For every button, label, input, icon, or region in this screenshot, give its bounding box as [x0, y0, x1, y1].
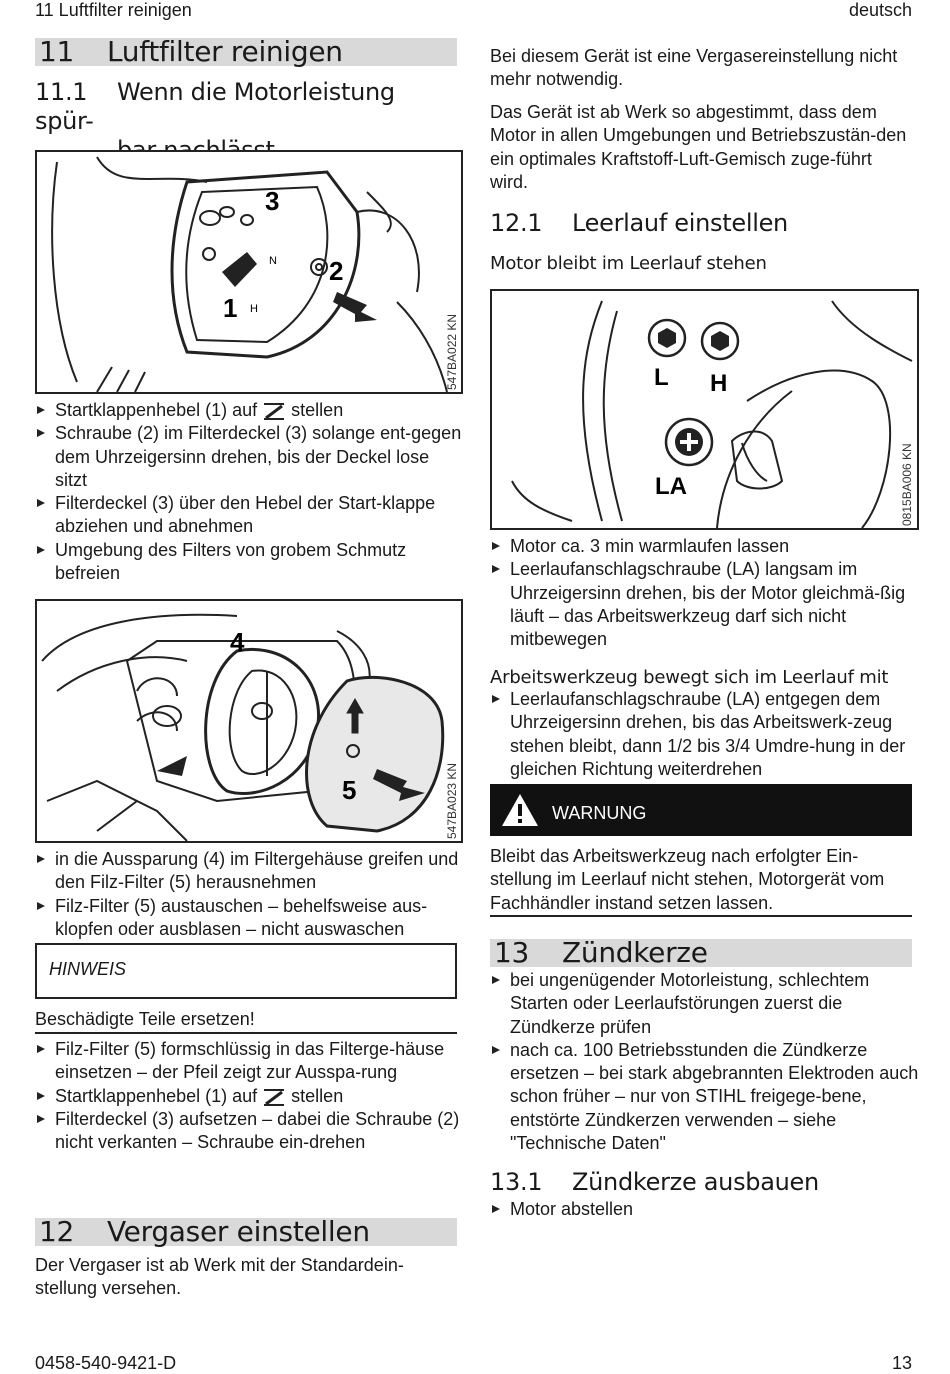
list-item: Filz-Filter (5) formschlüssig in das Filterge-häuse einsetzen – der Pfeil zeigt zur Ausspa-rung — [35, 1038, 465, 1085]
list-item: Schraube (2) im Filterdeckel (3) solange ent-gegen dem Uhrzeigersinn drehen, bis der Deckel lose sitzt — [35, 422, 465, 492]
list-item: Leerlaufanschlagschraube (LA) langsam im Uhrzeigersinn drehen, bis der Motor gleichmä-ßig läuft – das Arbeitswerkzeug darf sich nicht mitbewegen — [490, 558, 920, 651]
steps-list-idle — [490, 535, 920, 651]
paragraph-vergaser-not-needed: Bei diesem Gerät ist eine Vergasereinstellung nicht mehr notwendig. — [490, 46, 898, 90]
steps-list-1 — [35, 399, 465, 585]
notice-box — [35, 943, 457, 999]
heading-section-12: 12 Vergaser einstellen — [35, 1218, 457, 1246]
figure-label-3: 3 — [265, 186, 280, 216]
warning-text: Bleibt das Arbeitswerkzeug nach erfolgter Ein-stellung im Leerlauf nicht stehen, Motorgerät vom Fachhändler instand setzen lassen. — [490, 846, 885, 913]
paragraph-vergaser-standard: Der Vergaser ist ab Werk mit der Standardein-stellung versehen. — [35, 1255, 404, 1299]
warning-label: WARNUNG — [552, 803, 647, 823]
running-header-section: 11 Luftfilter reinigen — [35, 0, 192, 20]
list-item: in die Aussparung (4) im Filtergehäuse greifen und den Filz-Filter (5) herausnehmen — [35, 848, 465, 895]
list-item: Umgebung des Filters von grobem Schmutz befreien — [35, 539, 465, 586]
choke-closed-icon — [262, 1087, 286, 1107]
warning-triangle-icon — [500, 792, 540, 828]
list-item: Motor abstellen — [490, 1198, 920, 1221]
footer-page-number: 13 — [891, 1353, 912, 1373]
figure-idle-screws — [490, 289, 919, 530]
figure-label-la: LA — [655, 473, 687, 500]
figure-felt-filter — [35, 599, 463, 843]
steps-list-2 — [35, 848, 465, 941]
felt-filter-illustration — [37, 601, 461, 841]
heading-section-11: 11 Luftfilter reinigen — [35, 38, 457, 66]
subheading-tool-moves: Arbeitswerkzeug bewegt sich im Leerlauf mit — [490, 667, 889, 688]
steps-list-tool — [490, 688, 920, 781]
steps-list-sparkplug — [490, 969, 920, 1155]
warning-banner — [490, 784, 912, 836]
filter-cover-illustration — [37, 152, 461, 392]
figure-label-4: 4 — [230, 627, 245, 657]
subheading-engine-stalls: Motor bleibt im Leerlauf stehen — [490, 253, 767, 274]
figure-label-l: L — [654, 364, 669, 391]
list-item: Filz-Filter (5) austauschen – behelfsweise aus-klopfen oder ausblasen – nicht auswaschen — [35, 895, 465, 942]
figure-mark-n: N — [269, 255, 277, 267]
list-item: bei ungenügender Motorleistung, schlechtem Starten oder Leerlaufstörungen zuerst die Zündkerze prüfen — [490, 969, 920, 1039]
figure-code-2: 547BA023 KN — [445, 762, 459, 839]
list-item: Filterdeckel (3) über den Hebel der Start-klappe abziehen und abnehmen — [35, 492, 465, 539]
choke-closed-icon — [262, 401, 286, 421]
running-header-language: deutsch — [848, 0, 912, 20]
figure-code-3: 0815BA006 KN — [900, 443, 914, 526]
notice-label: HINWEIS — [49, 959, 127, 979]
figure-label-5: 5 — [342, 775, 357, 805]
figure-label-1: 1 — [223, 293, 238, 323]
list-item: Startklappenhebel (1) auf stellen — [35, 399, 465, 422]
list-item: Filterdeckel (3) aufsetzen – dabei die Schraube (2) nicht verkanten – Schraube ein-drehen — [35, 1108, 465, 1155]
steps-list-3 — [35, 1038, 465, 1154]
notice-rule — [35, 1032, 457, 1034]
figure-code-1: 547BA022 KN — [445, 313, 459, 390]
notice-text: Beschädigte Teile ersetzen! — [35, 1009, 255, 1029]
figure-label-h: H — [710, 370, 728, 397]
paragraph-factory-setting: Das Gerät ist ab Werk so abgestimmt, dass dem Motor in allen Umgebungen und Betriebszustän-den ein optimales Kraftstoff-Luft-Gemisch zuge-führt wird. — [490, 102, 907, 192]
figure-label-2: 2 — [329, 256, 344, 286]
figure-filter-cover — [35, 150, 463, 394]
list-item: Motor ca. 3 min warmlaufen lassen — [490, 535, 920, 558]
warning-rule — [490, 915, 912, 917]
list-item: nach ca. 100 Betriebsstunden die Zündkerze ersetzen – bei stark abgebrannten Elektroden auch schon früher – nur von STIHL freigege-bene, entstörte Zündkerzen verwenden – siehe "Technische Daten" — [490, 1039, 920, 1155]
idle-screws-illustration — [492, 291, 917, 528]
steps-list-remove-plug — [490, 1198, 920, 1221]
list-item: Leerlaufanschlagschraube (LA) entgegen dem Uhrzeigersinn drehen, bis das Arbeitswerk-zeug stehen bleibt, dann 1/2 bis 3/4 Umdre-hung in der gleichen Richtung weiterdrehen — [490, 688, 920, 781]
heading-section-13-1: 13.1 Zündkerze ausbauen — [490, 1168, 819, 1196]
list-item: Startklappenhebel (1) auf stellen — [35, 1085, 465, 1108]
figure-mark-h: H — [250, 303, 258, 315]
heading-section-11-1: 11.1 Wenn die Motorleistung spür- — [35, 78, 395, 135]
heading-section-13: 13 Zündkerze — [490, 939, 912, 967]
heading-section-12-1: 12.1 Leerlauf einstellen — [490, 209, 788, 237]
footer-doc-number: 0458-540-9421-D — [35, 1353, 177, 1373]
